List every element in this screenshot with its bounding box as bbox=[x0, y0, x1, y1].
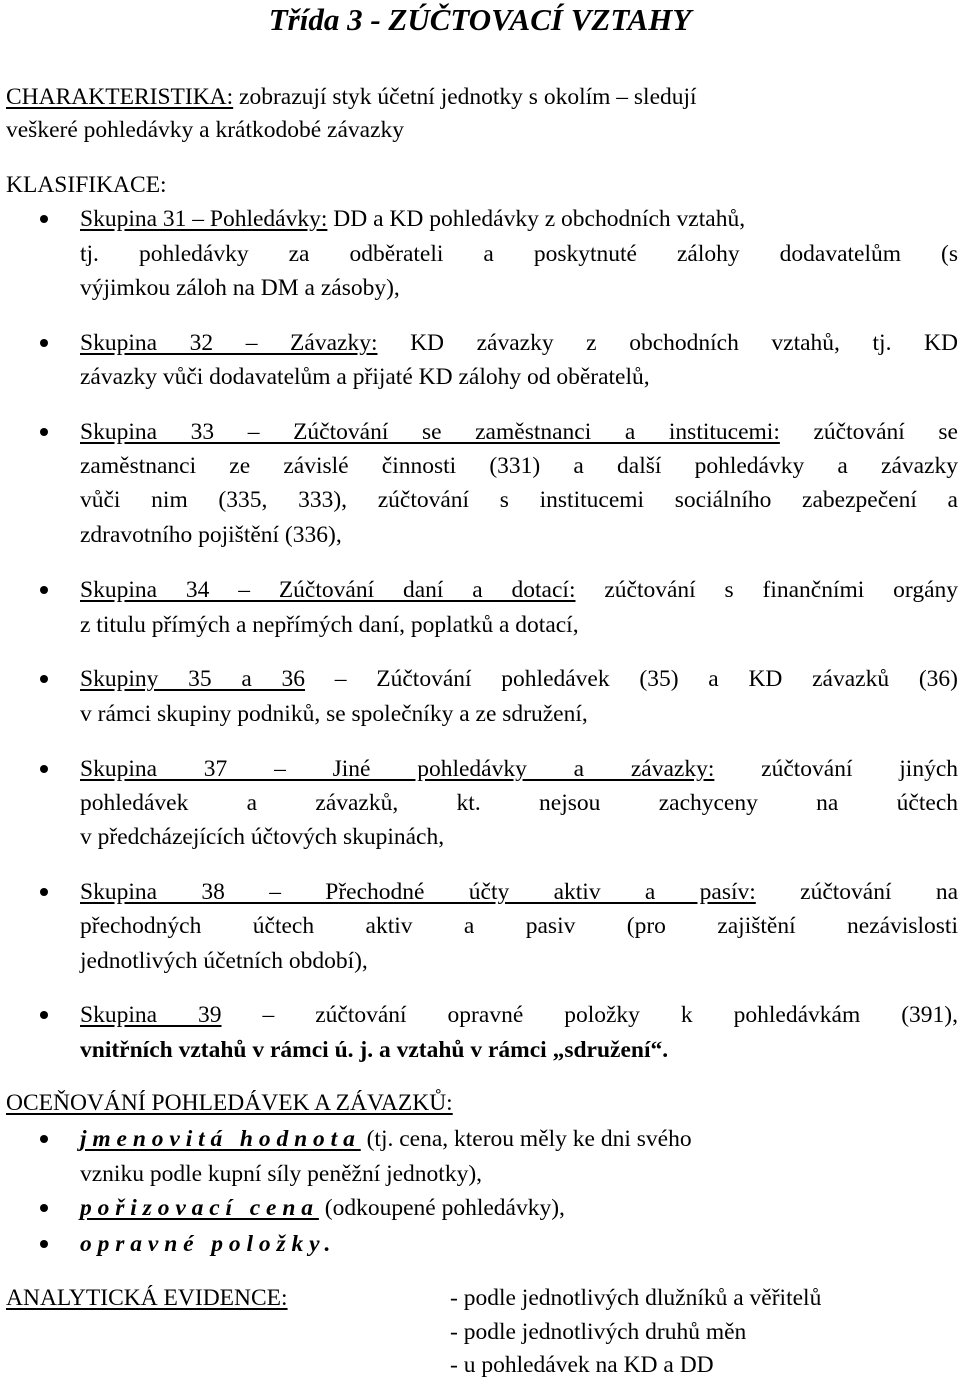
item-line: zúčtování se bbox=[779, 419, 958, 445]
classification-heading: KLASIFIKACE: bbox=[6, 172, 167, 198]
item-line: jednotlivých účetních období), bbox=[80, 948, 368, 974]
item-head: Skupina 38 – Přechodné účty aktiv a pasív: bbox=[80, 879, 756, 905]
item-line: přechodných účtech aktiv a pasiv (pro zajištění nezávislosti bbox=[80, 913, 958, 939]
item-line: zúčtování s finančními orgány bbox=[575, 577, 959, 603]
item-line: vůči nim (335, 333), zúčtování s institucemi sociálního zabezpečení a bbox=[80, 487, 958, 513]
item-line: zdravotního pojištění (336), bbox=[80, 522, 342, 548]
valuation-text: (odkoupené pohledávky), bbox=[318, 1195, 565, 1221]
analytics-item: - podle jednotlivých dlužníků a věřitelů bbox=[450, 1285, 822, 1311]
item-line: DD a KD pohledávky z obchodních vztahů, bbox=[327, 206, 746, 232]
valuation-term: jmenovitá hodnota bbox=[80, 1126, 361, 1152]
page-title: Třída 3 - ZÚČTOVACÍ VZTAHY bbox=[268, 2, 692, 37]
valuation-text: vzniku podle kupní síly peněžní jednotky), bbox=[80, 1161, 483, 1187]
item-head: Skupina 32 – Závazky: bbox=[80, 330, 378, 356]
item-line: v předcházejících účtových skupinách, bbox=[80, 824, 445, 850]
item-line: – Zúčtování pohledávek (35) a KD závazků (36) bbox=[305, 666, 958, 692]
analytics-item: - podle jednotlivých druhů měn bbox=[450, 1319, 747, 1345]
valuation-term: opravné položky. bbox=[80, 1231, 337, 1257]
item-line: pohledávek a závazků, kt. nejsou zachyceny na účtech bbox=[80, 790, 958, 816]
valuation-text: (tj. cena, kterou měly ke dni svého bbox=[360, 1126, 692, 1152]
item-line: z titulu přímých a nepřímých daní, poplatků a dotací, bbox=[80, 612, 579, 638]
item-head: Skupiny 35 a 36 bbox=[80, 666, 306, 692]
item-line: vnitřních vztahů v rámci ú. j. a vztahů v rámci „sdružení“. bbox=[80, 1037, 669, 1063]
analytics-item: - u pohledávek na KD a DD bbox=[450, 1352, 714, 1378]
item-line: v rámci skupiny podniků, se společníky a ze sdružení, bbox=[80, 701, 588, 727]
characteristics-line-1 bbox=[6, 80, 936, 114]
characteristics-text-2: veškeré pohledávky a krátkodobé závazky bbox=[6, 117, 405, 143]
valuation-heading: OCEŇOVÁNÍ POHLEDÁVEK A ZÁVAZKŮ: bbox=[6, 1090, 453, 1116]
item-head: Skupina 31 – Pohledávky: bbox=[80, 206, 328, 232]
item-line: tj. pohledávky za odběrateli a poskytnuté zálohy dodavatelům (s bbox=[80, 241, 958, 267]
item-line: závazky vůči dodavatelům a přijaté KD zálohy od oběratelů, bbox=[80, 364, 650, 390]
item-head: Skupina 34 – Zúčtování daní a dotací: bbox=[80, 577, 576, 603]
item-line: zaměstnanci ze závislé činnosti (331) a další pohledávky a závazky bbox=[80, 453, 958, 479]
characteristics-text-1: zobrazují styk účetní jednotky s okolím – sledují bbox=[233, 84, 697, 110]
item-line: výjimkou záloh na DM a zásoby), bbox=[80, 275, 400, 301]
item-head: Skupina 39 bbox=[80, 1002, 222, 1028]
item-head: Skupina 33 – Zúčtování se zaměstnanci a institucemi: bbox=[80, 419, 780, 445]
item-line: KD závazky z obchodních vztahů, tj. KD bbox=[377, 330, 958, 356]
valuation-term: pořizovací cena bbox=[80, 1195, 319, 1221]
item-line: – zúčtování opravné položky k pohledávkám (391), bbox=[221, 1002, 958, 1028]
item-head: Skupina 37 – Jiné pohledávky a závazky: bbox=[80, 756, 715, 782]
item-line: zúčtování na bbox=[755, 879, 959, 905]
item-line: zúčtování jiných bbox=[714, 756, 958, 782]
characteristics-heading: CHARAKTERISTIKA: bbox=[6, 84, 234, 110]
analytics-heading: ANALYTICKÁ EVIDENCE: bbox=[6, 1285, 288, 1311]
